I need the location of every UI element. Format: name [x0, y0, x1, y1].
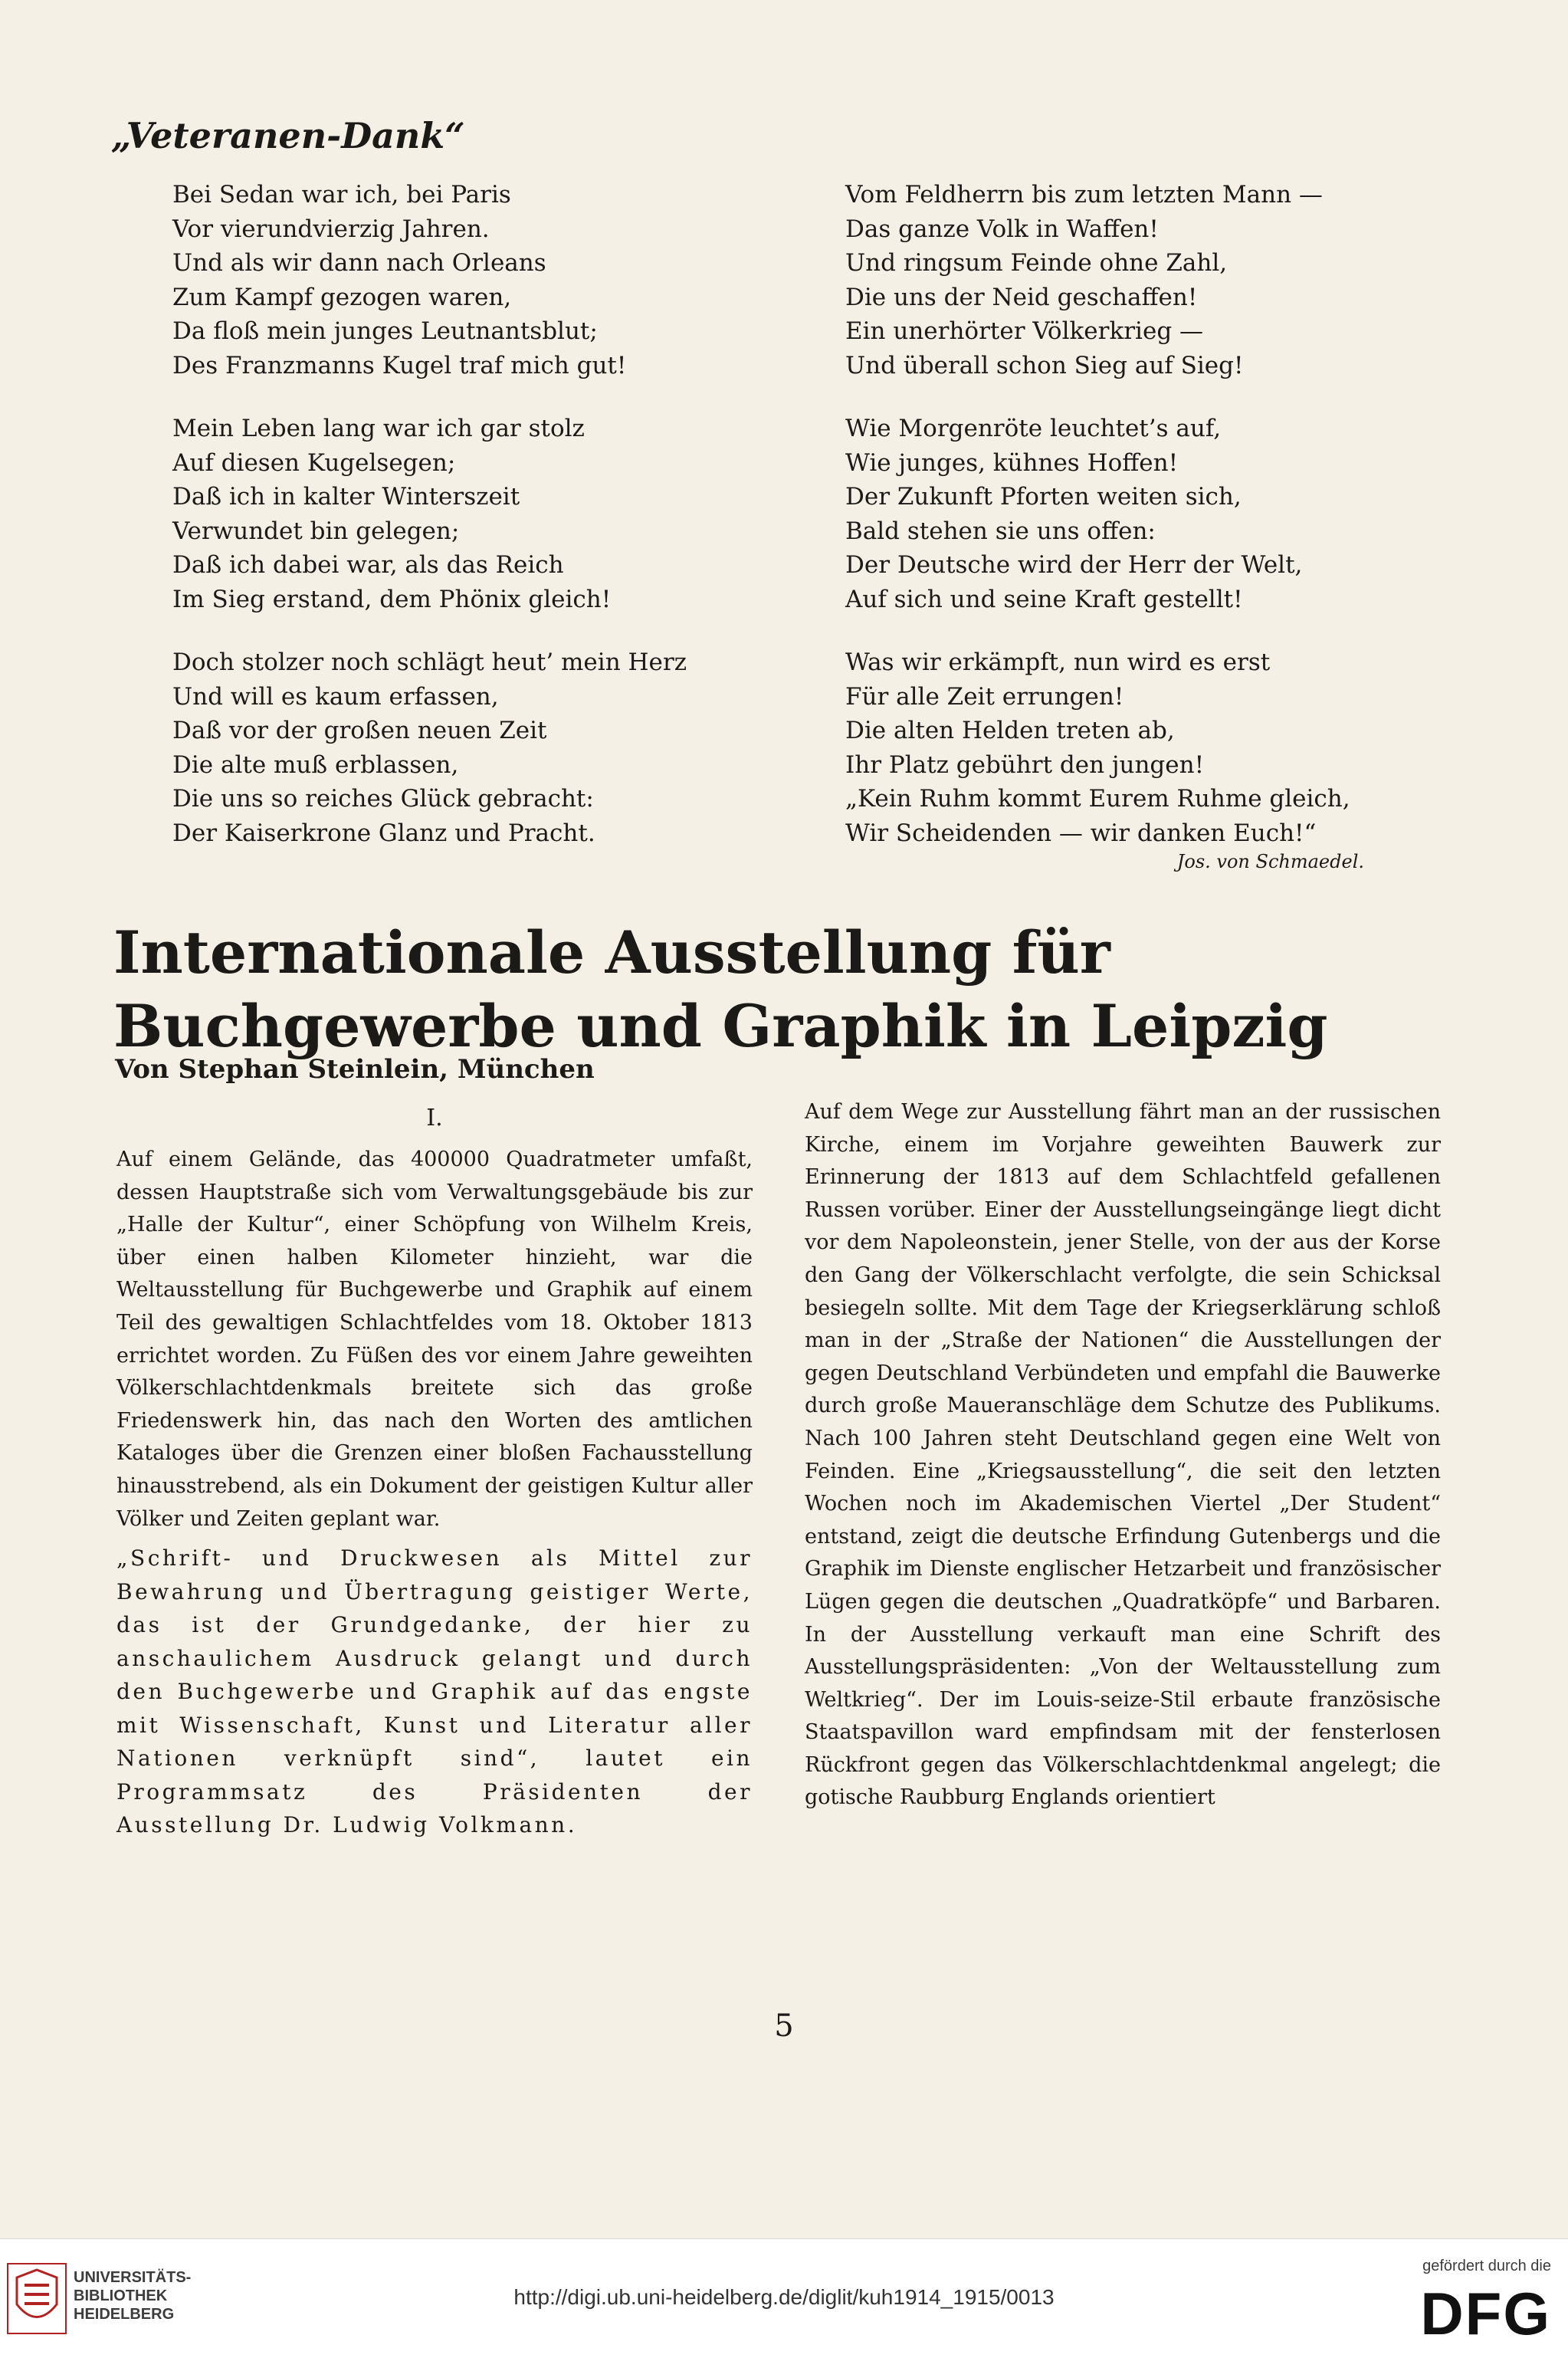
poem-verse: Zum Kampf gezogen waren, — [172, 283, 512, 311]
poem-verse: Verwundet bin gelegen; — [172, 517, 460, 545]
poem-verse: Was wir erkämpft, nun wird es erst — [845, 649, 1271, 676]
poem-stanza — [172, 645, 786, 850]
institution-line: BIBLIOTHEK — [74, 2287, 168, 2304]
poem-verse: Und überall schon Sieg auf Sieg! — [845, 351, 1244, 379]
poem-verse: Doch stolzer noch schlägt heut’ mein Herz — [172, 649, 687, 676]
poem-verse: Wir Scheidenden — wir danken Euch!“ — [845, 819, 1317, 847]
poem-verse: Für alle Zeit errungen! — [845, 682, 1124, 711]
poem-verse: Daß vor der großen neuen Zeit — [172, 717, 547, 744]
article-title: Internationale Ausstellung für Buchgewerbe und Graphik in Leipzig — [113, 918, 1328, 1060]
poem-stanza — [172, 178, 786, 383]
poem-verse: Die uns so reiches Glück gebracht: — [172, 785, 594, 813]
poem-verse: Wie junges, kühnes Hoffen! — [845, 448, 1179, 477]
funded-by-label: gefördert durch die — [1422, 2258, 1551, 2274]
article-right-column — [805, 1096, 1441, 1821]
page-number: 5 — [774, 2008, 794, 2044]
poem-verse: Die alte muß erblassen, — [172, 750, 459, 779]
source-url-link[interactable]: http://digi.ub.uni-heidelberg.de/diglit/kuh1914_1915/0013 — [513, 2285, 1055, 2309]
poem-verse: Daß ich in kalter Winterszeit — [172, 483, 520, 511]
article-paragraph: Auf einem Gelände, das 400000 Quadratmeter umfaßt, dessen Hauptstraße sich vom Verwaltungsgebäude bis zur „Halle der Kultur“, einer Schöpfung von Wilhelm Kreis, über einen halben Kilometer hinzieht, war die Weltausstellung für Buchgewerbe und Graphik auf einem Teil des gewaltigen Schlachtfeldes vom 18. Oktober 1813 errichtet worden. Zu Füßen des vor einem Jahre geweihten Völkerschlachtdenkmals breitete sich das große Friedenswerk hin, das nach den Worten des amtlichen Kataloges über die Grenzen einer bloßen Fachausstellung hinausstrebend, als ein Dokument der geistigen Kultur aller Völker und Zeiten geplant war. — [116, 1148, 753, 1531]
poem-verse: Ein unerhörter Völkerkrieg — — [845, 317, 1204, 345]
poem-verse: Auf diesen Kugelsegen; — [172, 448, 456, 477]
article-byline: Von Stephan Steinlein, München — [115, 1054, 595, 1085]
poem-verse: Und ringsum Feinde ohne Zahl, — [845, 249, 1228, 277]
poem-verse: Das ganze Volk in Waffen! — [845, 215, 1159, 243]
poem-verse: Daß ich dabei war, als das Reich — [172, 551, 564, 579]
poem-stanza — [845, 645, 1458, 850]
article-left-column — [116, 1096, 753, 1848]
poem-verse: Die uns der Neid geschaffen! — [845, 283, 1198, 311]
poem-verse: Der Kaiserkrone Glanz und Pracht. — [172, 819, 595, 847]
poem-left-column — [172, 178, 786, 879]
poem-verse: Vor vierundvierzig Jahren. — [172, 215, 490, 243]
poem-verse: Des Franzmanns Kugel traf mich gut! — [172, 351, 627, 379]
poem-verse: Wie Morgenröte leuchtet’s auf, — [845, 415, 1222, 442]
poem-verse: Mein Leben lang war ich gar stolz — [172, 415, 585, 442]
dfg-logo: DFG — [1420, 2280, 1551, 2347]
poem-verse: Der Deutsche wird der Herr der Welt, — [845, 551, 1303, 579]
article-paragraph: Auf dem Wege zur Ausstellung fährt man an der russischen Kirche, einem im Vorjahre geweihten Bauwerk zur Erinnerung der 1813 auf dem Schlachtfeld gefallenen Russen vorüber. Einer der Ausstellungseingänge liegt dicht vor dem Napoleonstein, jener Stelle, von der aus der Korse den Gang der Völkerschlacht verfolgte, die sein Schicksal besiegeln sollte. Mit dem Tage der Kriegserklärung schloß man in der „Straße der Nationen“ die Ausstellungen der gegen Deutschland Verbündeten und empfahl die Bauwerke durch große Maueranschläge dem Schutze des Publikums. Nach 100 Jahren steht Deutschland gegen eine Welt von Feinden. Eine „Kriegsausstellung“, die seit den letzten Wochen noch im Akademischen Viertel „Der Student“ entstand, zeigt die deutsche Erfindung Gutenbergs und die Graphik im Dienste englischer Hetzarbeit und französischer Lügen gegen die deutschen „Quadratköpfe“ und Barbaren. In der Ausstellung verkauft man eine Schrift des Ausstellungspräsidenten: „Von der Weltausstellung zum Weltkrieg“. Der im Louis-seize-Stil erbaute französische Staatspavillon ward empfindsam mit der fensterlosen Rückfront gegen das Völkerschlachtdenkmal angelegt; die gotische Raubburg Englands orientiert — [805, 1100, 1441, 1810]
footer-bar — [0, 2238, 1568, 2358]
poem-verse: Im Sieg erstand, dem Phönix gleich! — [172, 585, 612, 613]
institution-line: UNIVERSITÄTS- — [74, 2269, 192, 2286]
poem-verse: Auf sich und seine Kraft gestellt! — [845, 585, 1243, 613]
poem-verse: Die alten Helden treten ab, — [845, 717, 1175, 744]
poem-verse: Und will es kaum erfassen, — [172, 682, 499, 711]
poem-verse: Bei Sedan war ich, bei Paris — [172, 181, 511, 209]
poem-verse: Vom Feldherrn bis zum letzten Mann — — [845, 181, 1323, 209]
poem-author: Jos. von Schmaedel. — [1176, 851, 1364, 872]
poem-right-column — [845, 178, 1458, 879]
poem-verse: Der Zukunft Pforten weiten sich, — [845, 483, 1242, 511]
poem-stanza — [172, 412, 786, 616]
article-quote-paragraph: „Schrift- und Druckwesen als Mittel zur Bewahrung und Übertragung geistiger Werte, das ist der Grundgedanke, der hier zu anschaulichem Ausdruck gelangt und durch den Buchgewerbe und Graphik auf das engste mit Wissenschaft, Kunst und Literatur aller Nationen verknüpft sind“, lautet ein Programmsatz des Präsidenten der Ausstellung Dr. Ludwig Volkmann. — [116, 1545, 753, 1838]
poem-verse: Ihr Platz gebührt den jungen! — [845, 750, 1205, 779]
poem-verse: Und als wir dann nach Orleans — [172, 249, 546, 277]
poem-stanza — [845, 178, 1458, 383]
poem-stanza — [845, 412, 1458, 616]
poem-title: „Veteranen-Dank“ — [111, 115, 465, 156]
poem-verse: Bald stehen sie uns offen: — [845, 517, 1156, 545]
section-number: I. — [426, 1105, 443, 1131]
poem-verse: „Kein Ruhm kommt Eurem Ruhme gleich, — [845, 785, 1350, 813]
institution-line: HEIDELBERG — [74, 2306, 175, 2323]
poem-verse: Da floß mein junges Leutnantsblut; — [172, 317, 598, 345]
